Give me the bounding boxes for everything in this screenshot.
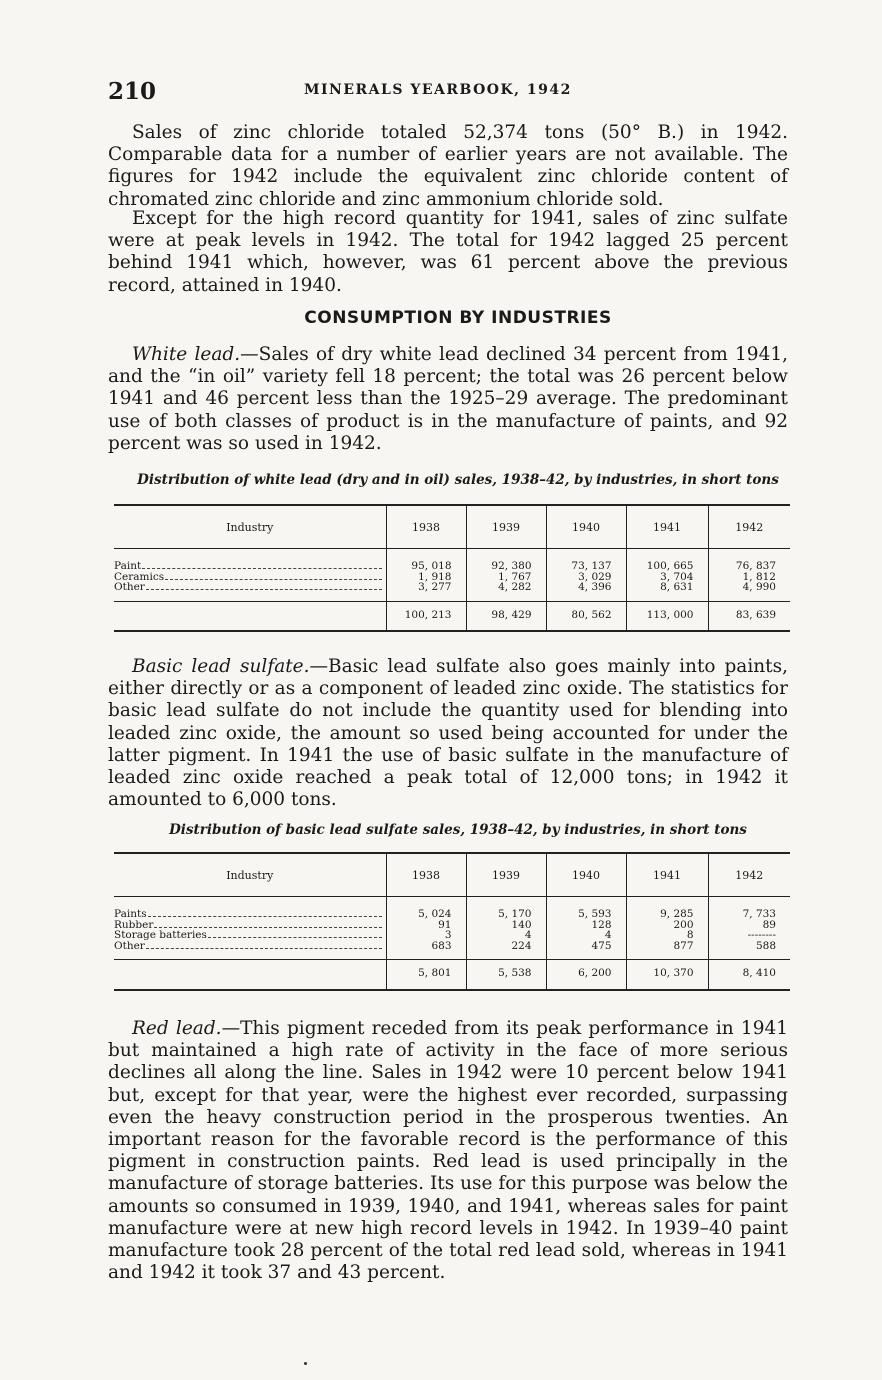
row-label: Ceramics [114, 571, 165, 582]
dot-leader [142, 567, 381, 569]
table-total-row [114, 960, 790, 990]
table-cell: 224 [466, 941, 546, 960]
table-cell: 1, 918 [386, 572, 466, 583]
column-header: Industry [114, 853, 386, 897]
table-cell: -------- [708, 930, 790, 941]
table-cell: 4 [546, 930, 626, 941]
table-cell: 100, 665 [626, 561, 708, 572]
column-header: 1939 [466, 505, 546, 549]
table-cell: 3 [386, 930, 466, 941]
table-cell: 4, 396 [546, 582, 626, 601]
table-cell: 683 [386, 941, 466, 960]
table-cell: 5, 593 [546, 909, 626, 920]
table-cell: 5, 024 [386, 909, 466, 920]
table-cell: 76, 837 [708, 561, 790, 572]
table2-caption: Distribution of basic lead sulfate sales, 1938–42, by industries, in short tons [169, 822, 747, 838]
running-head: MINERALS YEARBOOK, 1942 [304, 82, 572, 98]
table-cell: 475 [546, 941, 626, 960]
table-cell: 200 [626, 920, 708, 931]
table-cell: 588 [708, 941, 790, 960]
dot-leader [154, 926, 381, 928]
table-cell: 91 [386, 920, 466, 931]
table-row [114, 930, 790, 941]
table-header-row [114, 505, 790, 549]
dot-leader [208, 936, 382, 938]
table-row [114, 941, 790, 960]
column-header: 1938 [386, 853, 466, 897]
total-cell: 5, 538 [466, 960, 546, 990]
row-label: Rubber [114, 919, 154, 930]
white-lead-lead-in: White lead. [132, 344, 241, 365]
row-label: Paint [114, 561, 142, 572]
total-cell: 6, 200 [546, 960, 626, 990]
section-heading: CONSUMPTION BY INDUSTRIES [304, 308, 612, 328]
basic-lead-sulfate-lead-in: Basic lead sulfate. [132, 656, 310, 677]
table-cell: 3, 704 [626, 572, 708, 583]
row-label: Storage batteries [114, 930, 207, 941]
table-cell: 95, 018 [386, 561, 466, 572]
print-speck [304, 1362, 307, 1365]
table-cell: 8 [626, 930, 708, 941]
table-cell: 9, 285 [626, 909, 708, 920]
total-cell: 80, 562 [546, 601, 626, 631]
table-cell: 89 [708, 920, 790, 931]
column-header: 1939 [466, 853, 546, 897]
red-lead-lead-in: Red lead. [132, 1018, 222, 1039]
red-lead-body: —This pigment receded from its peak performance in 1941 but maintained a high rate of activity in the face of more serious declines all along the line. Sales in 1942 were 10 percent below 1941 but, except for that year, were the highest ever recorded, surpassing even the heavy construction period in the prosperous twenties. An important reason for the favorable record is the performance of this pigment in construction paints. Red lead is used principally in the manufacture of storage batteries. Its use for this purpose was below the amounts so consumed in 1939, 1940, and 1941, whereas sales for paint manufacture were at new high record levels in 1942. In 1939–40 paint manufacture took 28 percent of the total red lead sold, whereas in 1941 and 1942 it took 37 and 43 percent. [108, 1018, 789, 1284]
row-label: Other [114, 940, 145, 951]
table-header-row [114, 853, 790, 897]
table-cell: 877 [626, 941, 708, 960]
column-header: 1942 [708, 853, 790, 897]
basic-lead-sulfate-table [114, 852, 790, 991]
paragraph-basic-lead-sulfate [108, 656, 788, 811]
total-cell: 113, 000 [626, 601, 708, 631]
table-cell: 140 [466, 920, 546, 931]
total-cell: 100, 213 [386, 601, 466, 631]
paragraph-red-lead [108, 1018, 788, 1284]
table-cell: 4 [466, 930, 546, 941]
table-cell: 1, 812 [708, 572, 790, 583]
table-cell: 3, 277 [386, 582, 466, 601]
white-lead-body: —Sales of dry white lead declined 34 percent from 1941, and the “in oil” variety fell 18 percent; the total was 26 percent below 1941 and 46 percent less than the 1925–29 average. The predominant use of both classes of product is in the manufacture of paints, and 92 percent was so used in 1942. [108, 344, 788, 454]
paragraph-zinc-chloride: Sales of zinc chloride totaled 52,374 tons (50° B.) in 1942. Comparable data for a number of earlier years are not available. The figures for 1942 include the equivalent zinc chloride content of chromated zinc chloride and zinc ammonium chloride sold. [108, 122, 788, 210]
row-label: Paints [114, 909, 147, 920]
column-header: 1938 [386, 505, 466, 549]
page-header [108, 78, 788, 108]
total-cell: 8, 410 [708, 960, 790, 990]
total-cell: 10, 370 [626, 960, 708, 990]
column-header: 1942 [708, 505, 790, 549]
paragraph-zinc-sulfate: Except for the high record quantity for 1941, sales of zinc sulfate were at peak levels in 1942. The total for 1942 lagged 25 percent behind 1941 which, however, was 61 percent above the previous record, attained in 1940. [108, 208, 788, 296]
total-cell: 83, 639 [708, 601, 790, 631]
table-cell: 5, 170 [466, 909, 546, 920]
table-row [114, 561, 790, 572]
column-header: Industry [114, 505, 386, 549]
column-header: 1941 [626, 853, 708, 897]
page-number: 210 [108, 78, 157, 105]
table-cell: 7, 733 [708, 909, 790, 920]
table-row [114, 582, 790, 601]
dot-leader [146, 588, 382, 590]
column-header: 1940 [546, 853, 626, 897]
dot-leader [148, 915, 382, 917]
row-label: Other [114, 582, 145, 593]
table-cell: 3, 029 [546, 572, 626, 583]
paragraph-white-lead [108, 344, 788, 455]
table-cell: 128 [546, 920, 626, 931]
table-cell: 4, 990 [708, 582, 790, 601]
white-lead-table [114, 504, 790, 632]
table-cell: 92, 380 [466, 561, 546, 572]
table1-caption: Distribution of white lead (dry and in oil) sales, 1938–42, by industries, in short tons [137, 472, 779, 488]
basic-lead-sulfate-body: —Basic lead sulfate also goes mainly into paints, either directly or as a component of leaded zinc oxide. The statistics for basic lead sulfate do not include the quantity used for blending into leaded zinc oxide, the amount so used being accounted for under the latter pigment. In 1941 the use of basic sulfate in the manufacture of leaded zinc oxide reached a peak total of 12,000 tons; in 1942 it amounted to 6,000 tons. [108, 656, 788, 811]
dot-leader [165, 578, 381, 580]
column-header: 1940 [546, 505, 626, 549]
table-total-row [114, 601, 790, 631]
table-cell: 4, 282 [466, 582, 546, 601]
total-cell: 98, 429 [466, 601, 546, 631]
total-cell: 5, 801 [386, 960, 466, 990]
dot-leader [146, 947, 382, 949]
table-cell: 8, 631 [626, 582, 708, 601]
table-row [114, 909, 790, 920]
table-cell: 1, 767 [466, 572, 546, 583]
table-cell: 73, 137 [546, 561, 626, 572]
column-header: 1941 [626, 505, 708, 549]
